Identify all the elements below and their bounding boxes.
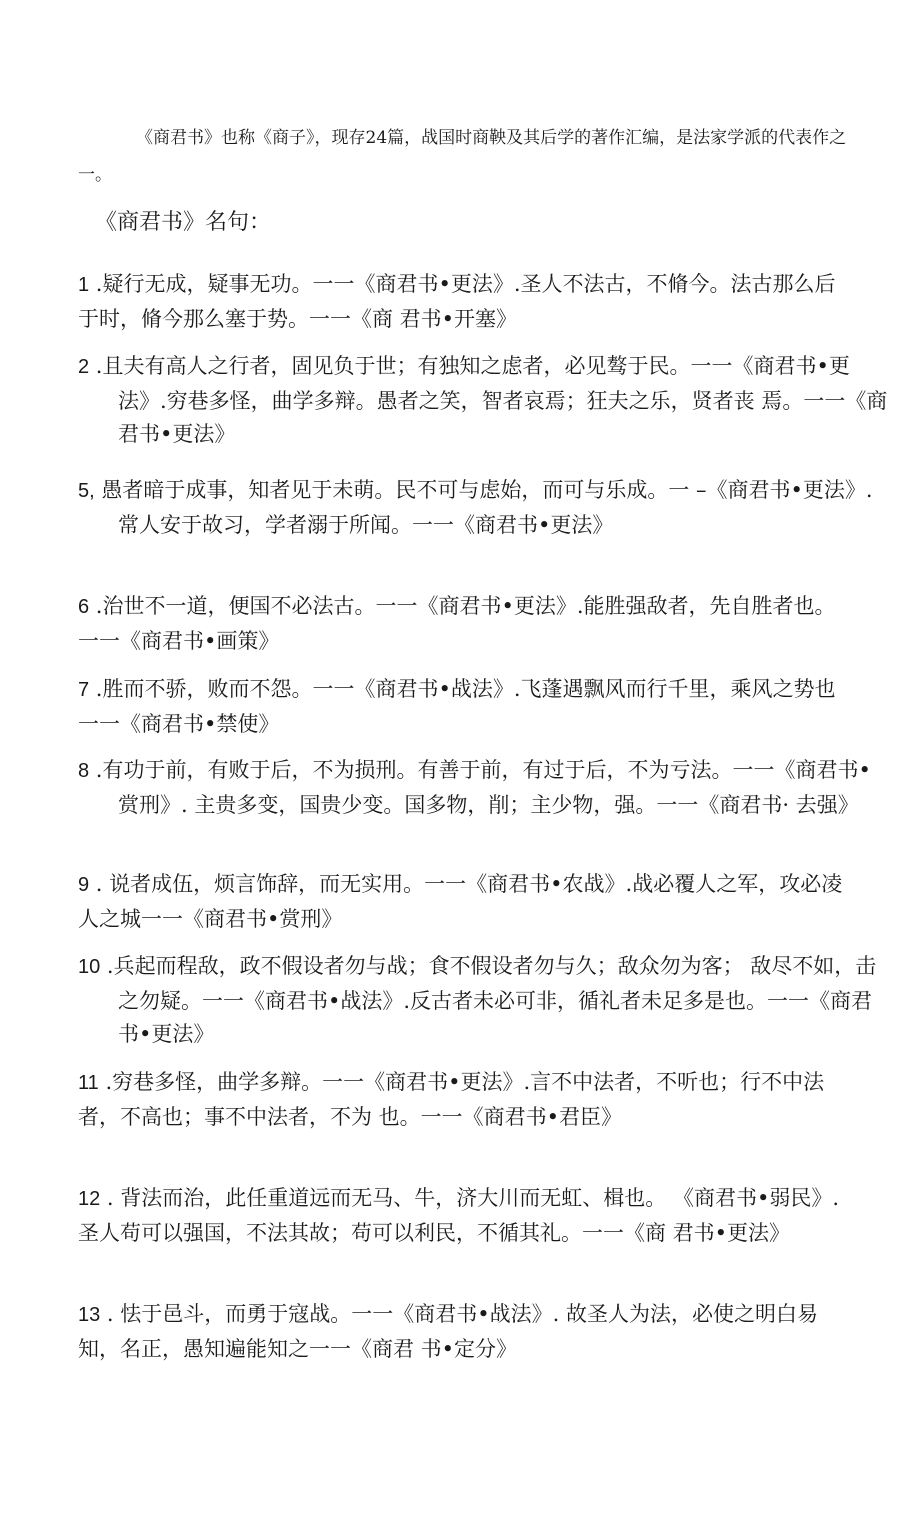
item-number: 1	[78, 274, 90, 296]
item-number: 2	[78, 356, 90, 378]
item-text: . 说者成伍，烦言饰辞，而无实用。一一《商君书•农战》.战必覆人之军，攻必凌人之城一一《商君书•赏刑》	[78, 872, 843, 931]
item-number: 13	[78, 1304, 101, 1326]
item-text: .治世不一道，便国不必法古。一一《商君书•更法》.能胜强敌者，先自胜者也。一一《商君书•画策》	[78, 594, 836, 653]
item-number: 6	[78, 596, 90, 618]
item-text: .且夫有高人之行者，固见负于世；有独知之虑者，必见骜于民。一一《商君书•更法》.穷巷多怪，曲学多辩。愚者之笑，智者哀焉；狂夫之乐，贤者丧 焉。一一《商君书•更法》	[89, 354, 888, 446]
quote-item-1	[78, 268, 848, 336]
item-text: . 怯于邑斗，而勇于寇战。一一《商君书•战法》. 故圣人为法，必使之明白易知，名正，愚知遍能知之一一《商君 书•定分》	[78, 1302, 819, 1361]
item-number: 9	[78, 874, 90, 896]
quote-item-8	[78, 754, 888, 822]
quote-item-6	[78, 590, 848, 658]
item-text: .疑行无成，疑事无功。一一《商君书•更法》.圣人不法古，不脩今。法古那么后于时，脩今那么塞于势。一一《商 君书•开塞》	[78, 272, 836, 331]
quote-item-9	[78, 868, 848, 936]
quote-item-2	[78, 350, 888, 452]
item-text: .穷巷多怪，曲学多辩。一一《商君书•更法》.言不中法者，不听也；行不中法者，不高也；事不中法者，不为 也。一一《商君书•君臣》	[78, 1070, 825, 1129]
item-number: 10	[78, 956, 101, 978]
quote-item-5	[78, 474, 888, 542]
item-number: 5,	[78, 480, 95, 502]
item-number: 8	[78, 760, 90, 782]
quote-item-13	[78, 1298, 848, 1366]
item-text: .兵起而程敌，政不假设者勿与战；食不假设者勿与久；敌众勿为客； 敌尽不如，击之勿疑。一一《商君书•战法》.反古者未必可非，循礼者未足多是也。一一《商君书•更法》	[100, 954, 877, 1046]
intro-paragraph: 《商君书》也称《商子》，现存24篇，战国时商鞅及其后学的著作汇编，是法家学派的代表作之一。	[78, 128, 847, 185]
quote-item-11	[78, 1066, 848, 1134]
quote-item-7	[78, 673, 848, 741]
item-text: 愚者暗于成事，知者见于未萌。民不可与虑始，而可与乐成。一 –《商君书•更法》.常人安于故习，学者溺于所闻。一一《商君书•更法》	[94, 478, 873, 537]
item-number: 11	[78, 1072, 99, 1094]
section-heading: 《商君书》名句：	[95, 210, 272, 235]
quote-item-10	[78, 950, 888, 1052]
item-number: 12	[78, 1188, 101, 1210]
item-number: 7	[78, 679, 90, 701]
item-text: .有功于前，有败于后，不为损刑。有善于前，有过于后，不为亏法。一一《商君书•赏刑》. 主贵多变，国贵少变。国多物，削；主少物，强。一一《商君书· 去强》	[89, 758, 871, 817]
quote-item-12	[78, 1182, 848, 1250]
item-text: .胜而不骄，败而不怨。一一《商君书•战法》.飞蓬遇飘风而行千里，乘风之势也一一《商君书•禁使》	[78, 677, 836, 736]
item-text: . 背法而治，此任重道远而无马、牛，济大川而无虹、楫也。 《商君书•弱民》. 圣人苟可以强国，不法其故；苟可以利民，不循其礼。一一《商 君书•更法》	[78, 1186, 840, 1245]
